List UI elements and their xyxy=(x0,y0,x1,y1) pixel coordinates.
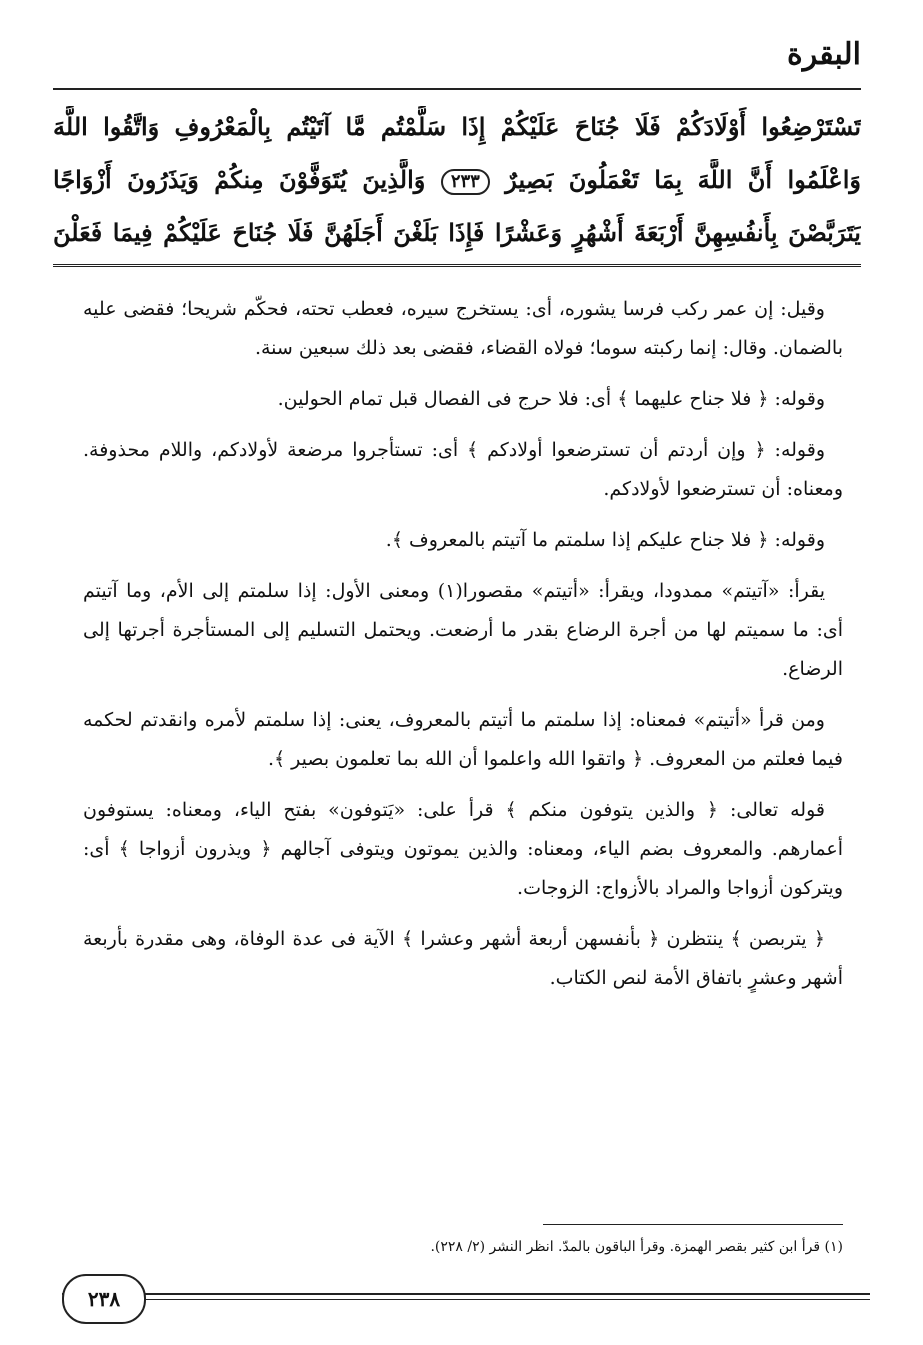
ayah-number-marker: ٢٣٣ xyxy=(441,169,490,195)
commentary-body xyxy=(83,290,843,1010)
page-number: ٢٣٨ xyxy=(62,1274,146,1324)
paragraph-7: قوله تعالى: ﴿ والذين يتوفون منكم ﴾ قرأ على: «يَتوفون» بفتح الياء، ومعناه: يستوفون أعمارهم. والمعروف بضم الياء، ومعناه: والذين يموتون ويتوفى آجالهم ﴿ ويذرون أزواجا ﴾ أى: ويتركون أزواجا والمراد بالأزواج: الزوجات. xyxy=(83,799,843,899)
paragraph-8: ﴿ يتربصن ﴾ ينتظرن ﴿ بأنفسهن أربعة أشهر وعشرا ﴾ الآية فى عدة الوفاة، وهى مقدرة بأربعة أشهر وعشرٍ باتفاق الأمة لنص الكتاب. xyxy=(83,928,843,989)
footer-rule-thin xyxy=(62,1299,870,1300)
footnote: (١) قرأ ابن كثير بقصر الهمزة. وقرأ الباقون بالمدّ. انظر النشر (٢/ ٢٢٨). xyxy=(430,1239,843,1255)
header-divider xyxy=(53,88,861,90)
paragraph-4: وقوله: ﴿ فلا جناح عليكم إذا سلمتم ما آتيتم بالمعروف ﴾. xyxy=(385,529,825,551)
paragraph-3: وقوله: ﴿ وإن أردتم أن تسترضعوا أولادكم ﴾ أى: تستأجروا مرضعة لأولادكم، واللام محذوفة. ومعناه: أن تسترضعوا لأولادكم. xyxy=(83,439,843,500)
paragraph-6: ومن قرأ «أتيتم» فمعناه: إذا سلمتم ما أتيتم بالمعروف، يعنى: إذا سلمتم لأمره وانقدتم لحكمه فيما فعلتم من المعروف. ﴿ واتقوا الله واعلموا أن الله بما تعلمون بصير ﴾. xyxy=(83,709,843,770)
footnote-divider xyxy=(543,1224,843,1225)
paragraph-1: وقيل: إن عمر ركب فرسا يشوره، أى: يستخرج سيره، فعطب تحته، فحكّم شريحا؛ فقضى عليه بالضمان. وقال: إنما ركبته سوما؛ فولاه القضاء، فقضى بعد ذلك سبعين سنة. xyxy=(83,298,843,359)
paragraph-2: وقوله: ﴿ فلا جناح عليهما ﴾ أى: فلا حرج فى الفصال قبل تمام الحولين. xyxy=(277,388,825,410)
verse-line-2-part-b: وَالَّذِينَ يُتَوَفَّوْنَ مِنكُمْ وَيَذَرُونَ أَزْوَاجًا xyxy=(53,165,426,194)
quran-verse-block xyxy=(53,96,861,267)
verse-line-2-part-a: وَاعْلَمُوا أَنَّ اللَّهَ بِمَا تَعْمَلُونَ بَصِيرٌ xyxy=(505,165,861,194)
surah-title: البقرة xyxy=(787,37,861,72)
verse-line-1: تَسْتَرْضِعُوا أَوْلَادَكُمْ فَلَا جُنَاحَ عَلَيْكُمْ إِذَا سَلَّمْتُم مَّا آتَيْتُم بِالْمَعْرُوفِ وَاتَّقُوا اللَّهَ xyxy=(53,112,861,141)
footer-rule-thick xyxy=(62,1293,870,1295)
paragraph-5: يقرأ: «آتيتم» ممدودا، ويقرأ: «أتيتم» مقصورا(١) ومعنى الأول: إذا سلمتم إلى الأم، وما آتيتم أى: ما سميتم لها من أجرة الرضاع بقدر ما أرضعت. ويحتمل التسليم إلى المستأجرة أجرتها إلى الرضاع. xyxy=(83,580,844,680)
verse-line-2 xyxy=(53,159,861,201)
verse-line-3: يَتَرَبَّصْنَ بِأَنفُسِهِنَّ أَرْبَعَةَ أَشْهُرٍ وَعَشْرًا فَإِذَا بَلَغْنَ أَجَلَهُنَّ فَلَا جُنَاحَ عَلَيْكُمْ فِيمَا فَعَلْنَ xyxy=(53,218,861,247)
